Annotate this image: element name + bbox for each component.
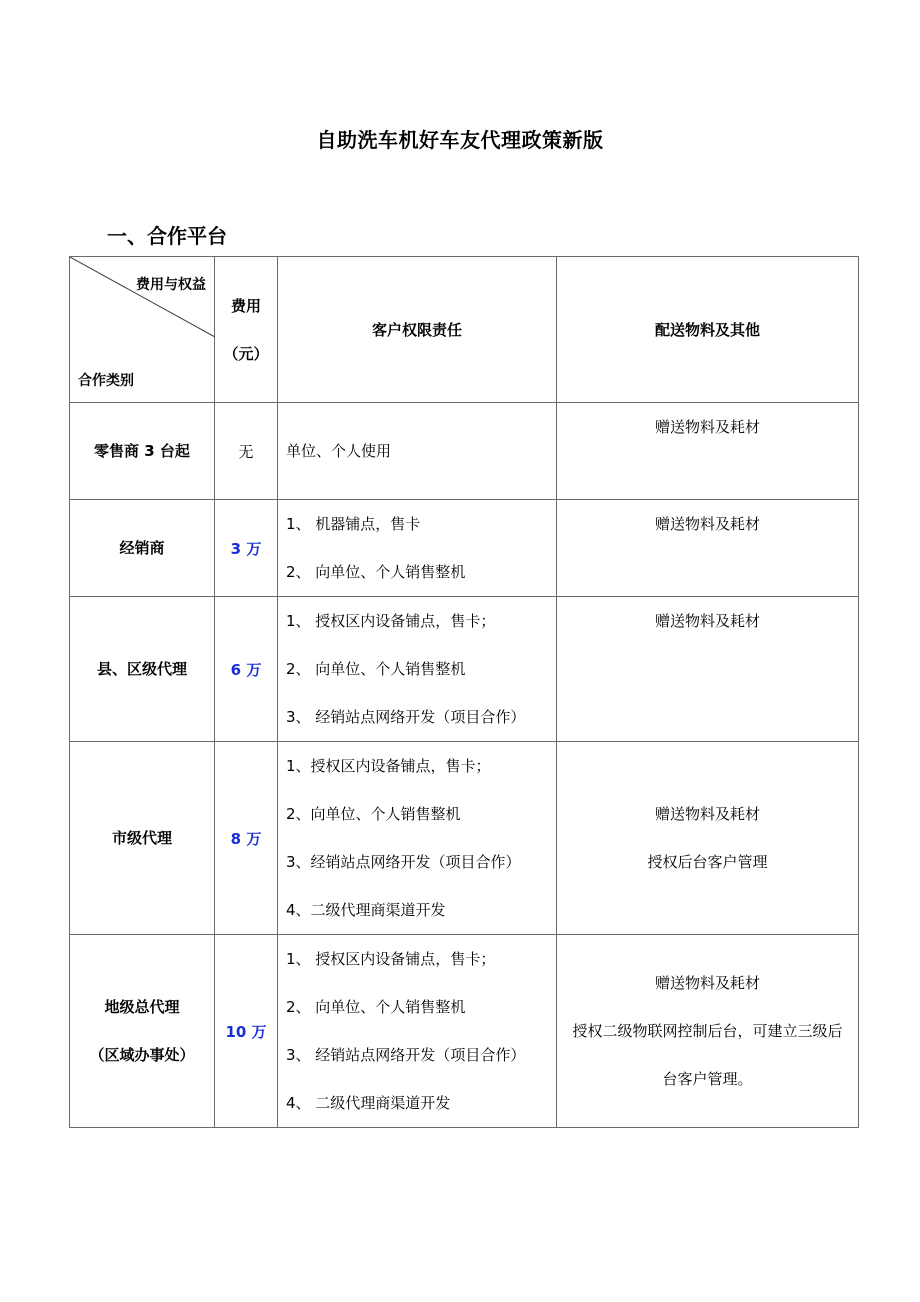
perks-cell (557, 742, 859, 935)
corner-label-fee-rights: 费用与权益 (136, 277, 206, 293)
table-row (70, 597, 859, 742)
perk-line: 台客户管理。 (662, 1070, 753, 1088)
perks-cell (557, 597, 859, 742)
fee-cell: 3 万 (215, 500, 278, 597)
category-label: （区域办事处） (89, 1046, 195, 1064)
duty-line: 3、 经销站点网络开发（项目合作） (286, 708, 526, 726)
perks-cell (557, 403, 859, 500)
duties-cell (278, 500, 557, 597)
fee-cell: 无 (215, 403, 278, 500)
duty-line: 3、经销站点网络开发（项目合作） (286, 853, 521, 871)
perk-line: 赠送物料及耗材 (654, 418, 760, 436)
duties-cell (278, 935, 557, 1128)
duty-line: 1、 机器铺点，售卡 (286, 515, 421, 533)
category-cell (70, 935, 215, 1128)
perk-line: 赠送物料及耗材 (654, 515, 760, 533)
category-label: 零售商 3 台起 (94, 442, 190, 460)
section-heading: 一、合作平台 (107, 224, 227, 248)
fee-cell: 10 万 (215, 935, 278, 1128)
fee-header-cell (215, 257, 278, 403)
perks-cell (557, 500, 859, 597)
table-row (70, 500, 859, 597)
category-label: 经销商 (119, 539, 165, 557)
materials-header-cell: 配送物料及其他 (557, 257, 859, 403)
fee-cell: 8 万 (215, 742, 278, 935)
category-label: 市级代理 (111, 829, 172, 847)
corner-label-category: 合作类别 (78, 373, 134, 389)
category-cell (70, 742, 215, 935)
duty-line: 单位、个人使用 (286, 442, 392, 460)
perk-line: 赠送物料及耗材 (654, 974, 760, 992)
duty-line: 1、授权区内设备铺点，售卡； (286, 757, 491, 775)
duties-cell (278, 403, 557, 500)
duty-line: 4、二级代理商渠道开发 (286, 901, 446, 919)
duties-cell (278, 742, 557, 935)
duty-line: 2、 向单位、个人销售整机 (286, 998, 466, 1016)
corner-header-cell (70, 257, 215, 403)
duties-cell (278, 597, 557, 742)
table-row (70, 403, 859, 500)
duty-line: 2、向单位、个人销售整机 (286, 805, 461, 823)
category-cell (70, 500, 215, 597)
perk-line: 赠送物料及耗材 (654, 612, 760, 630)
category-cell (70, 403, 215, 500)
table-row (70, 742, 859, 935)
fee-header-line1: 费用 (230, 296, 261, 315)
fee-cell: 6 万 (215, 597, 278, 742)
rights-header-cell: 客户权限责任 (278, 257, 557, 403)
category-label: 地级总代理 (104, 998, 180, 1016)
duty-line: 2、 向单位、个人销售整机 (286, 563, 466, 581)
table-row (70, 935, 859, 1128)
duty-line: 2、 向单位、个人销售整机 (286, 660, 466, 678)
policy-table (69, 256, 859, 1128)
perk-line: 授权后台客户管理 (647, 853, 768, 871)
fee-header-line2: （元） (223, 344, 269, 363)
table-header-row (70, 257, 859, 403)
duty-line: 1、 授权区内设备铺点，售卡； (286, 950, 496, 968)
category-label: 县、区级代理 (96, 660, 187, 678)
category-cell (70, 597, 215, 742)
duty-line: 3、 经销站点网络开发（项目合作） (286, 1046, 526, 1064)
duty-line: 4、 二级代理商渠道开发 (286, 1094, 451, 1112)
perk-line: 赠送物料及耗材 (654, 805, 760, 823)
duty-line: 1、 授权区内设备铺点，售卡； (286, 612, 496, 630)
perk-line: 授权二级物联网控制后台，可建立三级后 (572, 1022, 843, 1040)
perks-cell (557, 935, 859, 1128)
document-title: 自助洗车机好车友代理政策新版 (316, 128, 604, 152)
